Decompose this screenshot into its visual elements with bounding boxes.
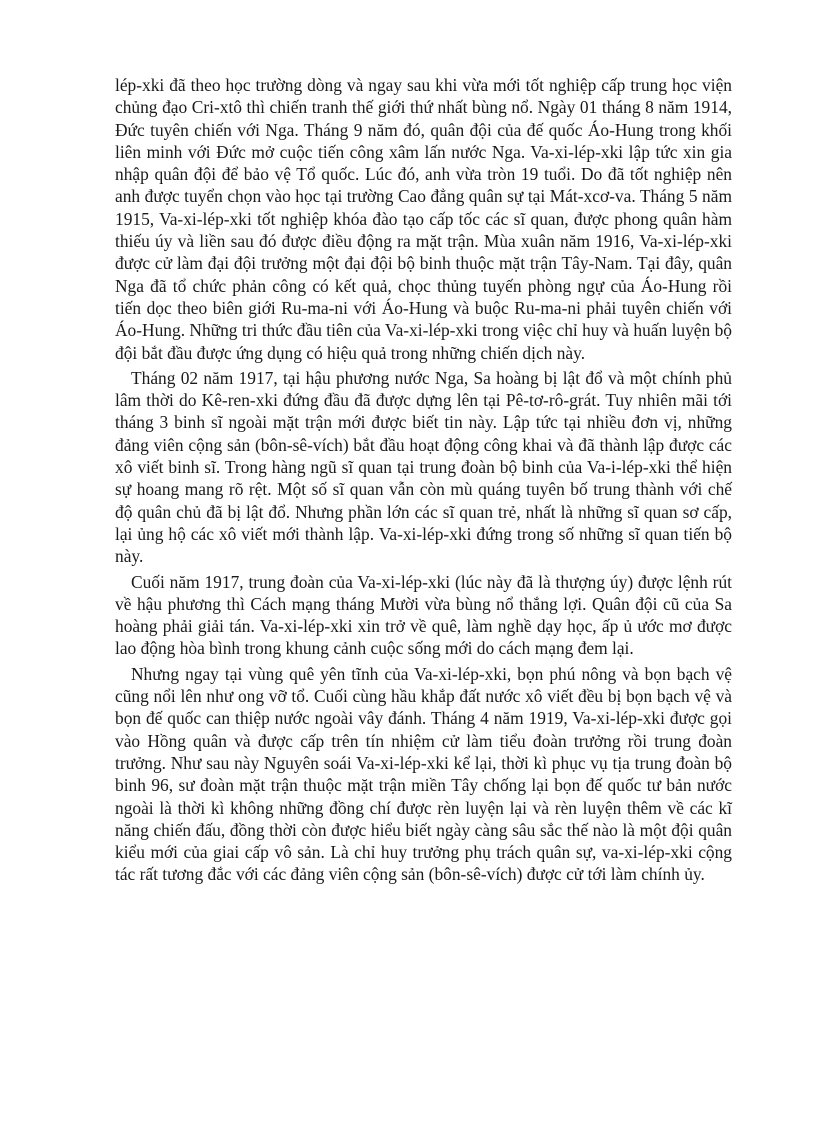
paragraph-1: lép-xki đã theo học trường dòng và ngay sau khi vừa mới tốt nghiệp cấp trung học viện chủng đạo Cri-xtô thì chiến tranh thế giới thứ nhất bùng nổ. Ngày 01 tháng 8 năm 1914, Đức tuyên chiến với Nga. Tháng 9 năm đó, quân đội của đế quốc Áo-Hung trong khối liên minh với Đức mở cuộc tiến công xâm lấn nước Nga. Va-xi-lép-xki lập tức xin gia nhập quân đội để bảo vệ Tổ quốc. Lúc đó, anh vừa tròn 19 tuổi. Do đã tốt nghiệp nên anh được tuyển chọn vào học tại trường Cao đẳng quân sự tại Mát-xcơ-va. Tháng 5 năm 1915, Va-xi-lép-xki tốt nghiệp khóa đào tạo cấp tốc các sĩ quan, được phong quân hàm thiếu úy và liền sau đó được điều động ra mặt trận. Mùa xuân năm 1916, Va-xi-lép-xki được cử làm đại đội trưởng một đại đội bộ binh thuộc mặt trận Tây-Nam. Tại đây, quân Nga đã tổ chức phản công có kết quả, chọc thủng tuyến phòng ngự của Áo-Hung rồi tiến dọc theo biên giới Ru-ma-ni với Áo-Hung và buộc Ru-ma-ni phải tuyên chiến với Áo-Hung. Những tri thức đầu tiên của Va-xi-lép-xki trong việc chỉ huy và huấn luyện bộ đội bắt đầu được ứng dụng có hiệu quả trong những chiến dịch này. [115,75,732,363]
paragraph-4: Nhưng ngay tại vùng quê yên tĩnh của Va-xi-lép-xki, bọn phú nông và bọn bạch vệ cũng nổi lên như ong vỡ tổ. Cuối cùng hầu khắp đất nước xô viết đều bị bọn bạch vệ và bọn đế quốc can thiệp nước ngoài vây đánh. Tháng 4 năm 1919, Va-xi-lép-xki được gọi vào Hồng quân và được cấp trên tín nhiệm cử làm tiểu đoàn trưởng rồi trung đoàn trưởng. Như sau này Nguyên soái Va-xi-lép-xki kể lại, thời kì phục vụ tịa trung đoàn bộ binh 96, sư đoàn mặt trận thuộc mặt trận miền Tây chống lại bọn đế quốc tư bản nước ngoài là thời kì không những đồng chí được rèn luyện lại và rèn luyện thêm về các kĩ năng chiến đấu, đồng thời còn được hiểu biết ngày càng sâu sắc thế nào là một đội quân kiểu mới của giai cấp vô sản. Là chỉ huy trưởng phụ trách quân sự, va-xi-lép-xki cộng tác rất tương đắc với các đảng viên cộng sản (bôn-sê-vích) được cử tới làm chính ủy. [115,663,732,885]
document-page [115,74,732,886]
paragraph-2: Tháng 02 năm 1917, tại hậu phương nước Nga, Sa hoàng bị lật đổ và một chính phủ lâm thời do Kê-ren-xki đứng đầu đã được dựng lên tại Pê-tơ-rô-grát. Tuy nhiên mãi tới tháng 3 binh sĩ ngoài mặt trận mới được biết tin này. Lập tức tại nhiều đơn vị, những đảng viên cộng sản (bôn-sê-vích) bắt đầu hoạt động công khai và đã thành lập được các xô viết binh sĩ. Trong hàng ngũ sĩ quan tại trung đoàn bộ binh của Va-i-lép-xki thể hiện sự hoang mang rõ rệt. Một số sĩ quan vẫn còn mù quáng tuyên bố trung thành với chế độ quân chủ đã bị lật đổ. Nhưng phần lớn các sĩ quan trẻ, nhất là những sĩ quan sơ cấp, lại ủng hộ các xô viết mới thành lập. Va-xi-lép-xki đứng trong số những sĩ quan tiến bộ này. [115,367,732,567]
paragraph-3: Cuối năm 1917, trung đoàn của Va-xi-lép-xki (lúc này đã là thượng úy) được lệnh rút về hậu phương thì Cách mạng tháng Mười vừa bùng nổ thắng lợi. Quân đội cũ của Sa hoàng phải giải tán. Va-xi-lép-xki xin trở về quê, làm nghề dạy học, ấp ủ ước mơ được lao động hòa bình trong khung cảnh cuộc sống mới do cách mạng đem lại. [115,571,732,659]
